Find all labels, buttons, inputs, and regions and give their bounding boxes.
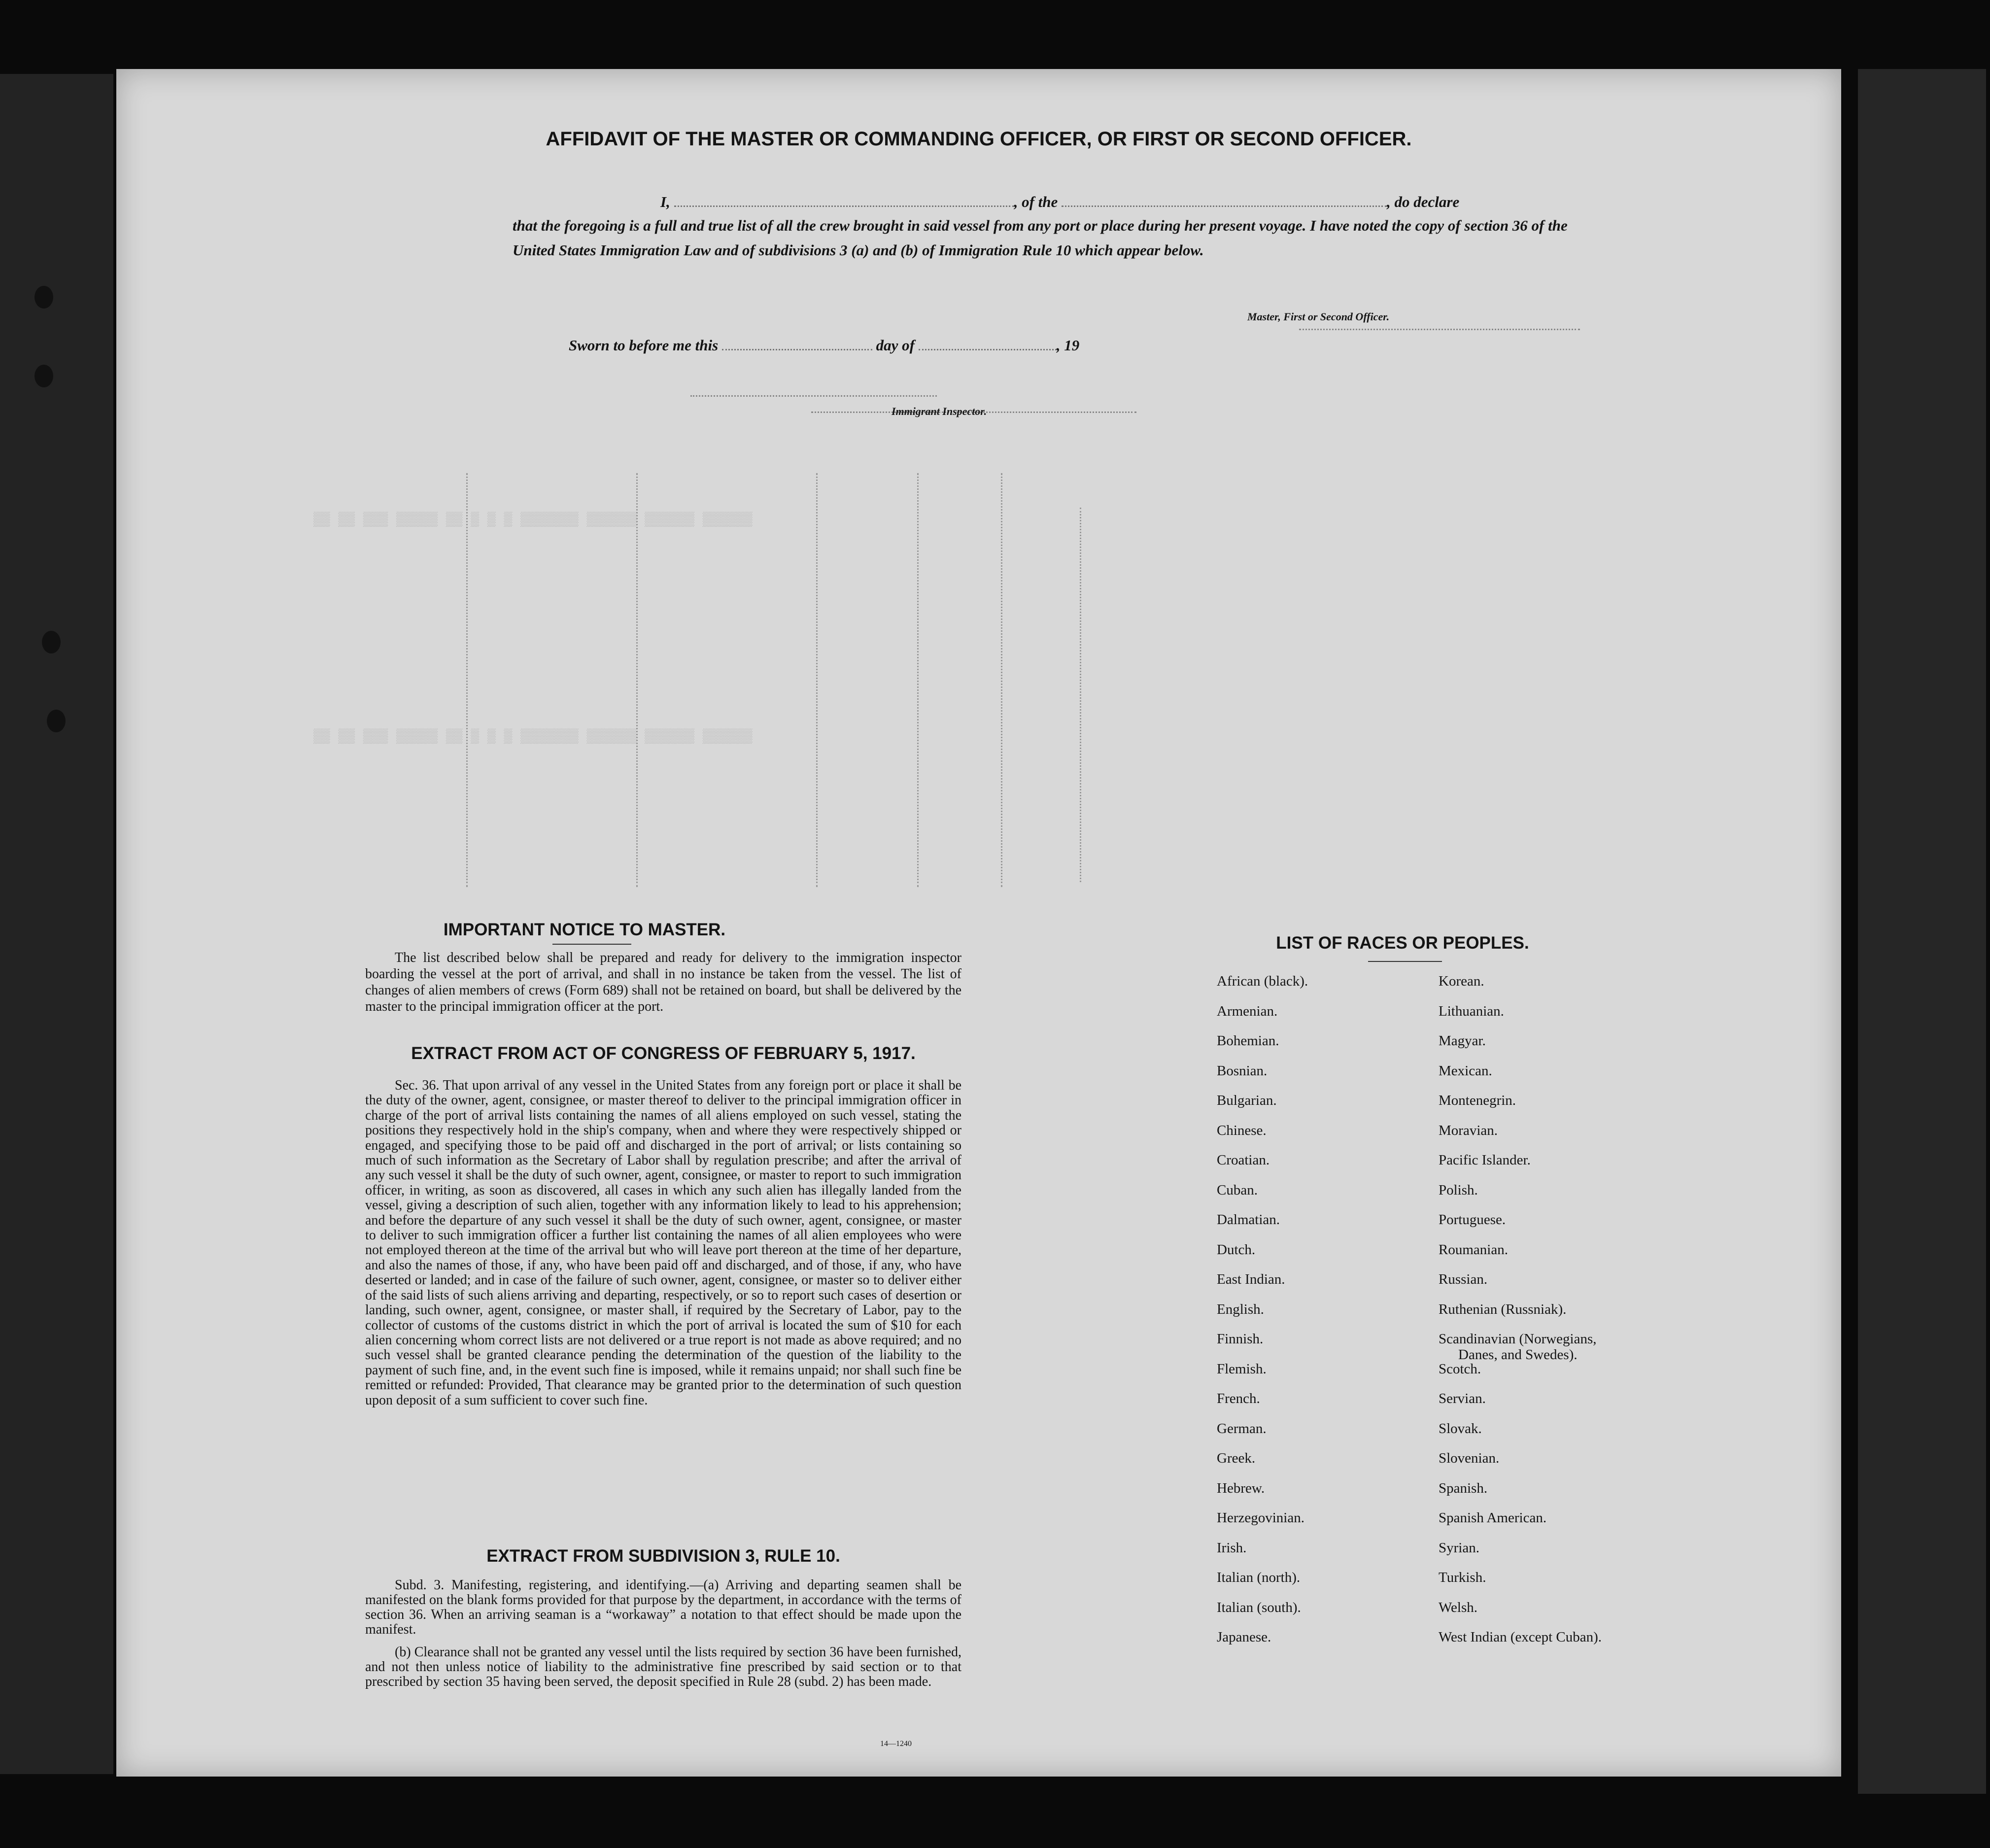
- race-item: African (black).: [1217, 973, 1308, 989]
- race-item: Bosnian.: [1217, 1062, 1268, 1079]
- race-item: German.: [1217, 1420, 1267, 1437]
- punch-hole: [34, 365, 53, 387]
- subdivision-3b-text: (b) Clearance shall not be granted any vessel until the lists required by section 36 have been furnished, and not then unless notice of liability to the administrative fine prescribed by said section or to that prescribed by section 35 having been served, the deposit specified in Rule 28 (subd. 2) has been made.: [365, 1644, 961, 1689]
- race-item: Chinese.: [1217, 1122, 1267, 1138]
- vessel-name-field[interactable]: [1062, 205, 1387, 207]
- race-item: Danes, and Swedes).: [1458, 1347, 1578, 1363]
- race-item: West Indian (except Cuban).: [1439, 1629, 1602, 1645]
- race-item: Scotch.: [1439, 1361, 1481, 1377]
- punch-hole: [34, 286, 53, 308]
- race-item: Ruthenian (Russniak).: [1439, 1301, 1567, 1317]
- race-item: Montenegrin.: [1439, 1093, 1516, 1108]
- race-item: Servian.: [1439, 1391, 1486, 1406]
- race-item: English.: [1217, 1301, 1264, 1317]
- declarant-name-field[interactable]: [674, 205, 1014, 207]
- bleed-through-text: ▒▒ ▒▒ ▒▒▒ ▒▒▒▒▒ ▒▒ ▒ ▒ ▒ ▒▒▒▒▒▒▒ ▒▒▒▒▒▒ ▒▒▒▒▒▒ ▒▒▒▒▒▒: [313, 729, 753, 745]
- races-rule: [1368, 961, 1442, 962]
- race-item: Korean.: [1439, 973, 1484, 989]
- inspector-signature-line[interactable]: [690, 395, 937, 397]
- race-item: Italian (south).: [1217, 1599, 1301, 1615]
- subdivision-3a-text: Subd. 3. Manifesting, registering, and identifying.—(a) Arriving and departing seamen shall be manifested on the blank forms provided for that purpose by the department, in accordance with the terms of section 36. When an arriving seaman is a “workaway” a notation to that effect should be made upon the manifest.: [365, 1577, 961, 1637]
- race-item: Roumanian.: [1439, 1241, 1508, 1258]
- race-item: Polish.: [1439, 1182, 1478, 1198]
- race-item: Pacific Islander.: [1439, 1152, 1531, 1168]
- notice-rule: [552, 944, 631, 945]
- extract-rule-title: EXTRACT FROM SUBDIVISION 3, RULE 10.: [486, 1546, 840, 1566]
- race-item: Slovenian.: [1439, 1450, 1500, 1466]
- affidavit-title: AFFIDAVIT OF THE MASTER OR COMMANDING OFFICER, OR FIRST OR SECOND OFFICER.: [546, 128, 1412, 150]
- race-item: Scandinavian (Norwegians,: [1439, 1331, 1597, 1347]
- race-item: Bulgarian.: [1217, 1093, 1277, 1108]
- year-label: , 19: [1056, 337, 1080, 354]
- punch-hole: [42, 631, 61, 653]
- race-item: Hebrew.: [1217, 1480, 1265, 1496]
- affidavit-body: that the foregoing is a full and true list of all the crew brought in said vessel from any port or place during her present voyage. I have noted the copy of section 36 of the United States Immigration Law and of subdivisions 3 (a) and (b) of Immigration Rule 10 which appear below.: [513, 217, 1568, 259]
- form-page: [116, 69, 1841, 1777]
- form-number: 14—1240: [880, 1740, 912, 1748]
- bleed-through-line: [1080, 508, 1081, 882]
- race-item: Finnish.: [1217, 1331, 1264, 1347]
- race-item: Portuguese.: [1439, 1212, 1506, 1228]
- declaration-line: [513, 193, 1459, 211]
- extract-act-title: EXTRACT FROM ACT OF CONGRESS OF FEBRUARY 5, 1917.: [411, 1044, 916, 1063]
- race-item: East Indian.: [1217, 1271, 1285, 1287]
- notice-text: The list described below shall be prepared and ready for delivery to the immigration inspector boarding the vessel at the port of arrival, and shall in no instance be taken from the vessel. The list of changes of alien members of crews (Form 689) shall not be retained on board, but shall be delivered by the master to the principal immigration officer at the port.: [365, 950, 961, 1014]
- race-item: Mexican.: [1439, 1062, 1492, 1079]
- race-item: Italian (north).: [1217, 1570, 1301, 1585]
- do-declare-label: , do declare: [1387, 193, 1460, 210]
- race-item: French.: [1217, 1391, 1260, 1406]
- race-item: Croatian.: [1217, 1152, 1270, 1168]
- race-item: Dutch.: [1217, 1241, 1256, 1258]
- inspector-label: Immigrant Inspector.: [892, 405, 987, 417]
- signature-line[interactable]: [1299, 329, 1580, 330]
- race-item: Lithuanian.: [1439, 1003, 1504, 1019]
- race-item: Moravian.: [1439, 1122, 1498, 1138]
- race-item: Magyar.: [1439, 1033, 1486, 1049]
- race-item: Japanese.: [1217, 1629, 1271, 1645]
- bleed-through-line: [636, 473, 638, 887]
- race-item: Welsh.: [1439, 1599, 1478, 1615]
- bleed-through-text: ▒▒ ▒▒ ▒▒▒ ▒▒▒▒▒ ▒▒ ▒ ▒ ▒ ▒▒▒▒▒▒▒ ▒▒▒▒▒▒ ▒▒▒▒▒▒ ▒▒▒▒▒▒: [313, 513, 753, 528]
- of-the-label: , of the: [1014, 193, 1058, 210]
- races-title: LIST OF RACES OR PEOPLES.: [1276, 933, 1529, 953]
- race-item: Greek.: [1217, 1450, 1256, 1466]
- race-item: Turkish.: [1439, 1570, 1486, 1585]
- sworn-prefix: Sworn to before me this: [569, 337, 719, 354]
- race-item: Cuban.: [1217, 1182, 1258, 1198]
- race-item: Flemish.: [1217, 1361, 1267, 1377]
- sworn-line: [569, 337, 1079, 354]
- race-item: Russian.: [1439, 1271, 1488, 1287]
- bleed-through-line: [917, 473, 919, 887]
- sworn-month-field[interactable]: [919, 349, 1057, 350]
- day-of-label: day of: [876, 337, 915, 354]
- race-item: Slovak.: [1439, 1420, 1482, 1437]
- race-item: Syrian.: [1439, 1540, 1479, 1556]
- bleed-through-line: [816, 473, 818, 887]
- notice-title: IMPORTANT NOTICE TO MASTER.: [443, 920, 726, 939]
- bleed-through-line: [466, 473, 468, 887]
- race-item: Armenian.: [1217, 1003, 1278, 1019]
- left-page-edge: [0, 74, 113, 1774]
- race-item: Spanish.: [1439, 1480, 1488, 1496]
- right-page-edge: [1858, 69, 1986, 1794]
- race-item: Herzegovinian.: [1217, 1510, 1304, 1526]
- race-item: Irish.: [1217, 1540, 1247, 1556]
- declarant-prefix: I,: [660, 193, 670, 210]
- section-36-text: Sec. 36. That upon arrival of any vessel in the United States from any foreign port or place it shall be the duty of the owner, agent, consignee, or master thereof to deliver to the principal immigration officer in charge of the port of arrival lists containing the names of all aliens employed on such vessel, stating the positions they respectively hold in the ship's company, when and where they were respectively shipped or engaged, and specifying those to be paid off and discharged in the port of arrival; or lists containing so much of such information as the Secretary of Labor shall by regulation prescribe; and after the arrival of any such vessel it shall be the duty of such owner, agent, consignee, or master to report to such immigration officer, in writing, as soon as discovered, all cases in which any such alien has illegally landed from the vessel, giving a description of such alien, together with any information likely to lead to his apprehension; and before the departure of any such vessel it shall be the duty of such owner, agent, consignee, or master to deliver to such immigration officer a further list containing the names of all alien employees who were not employed thereon at the time of the arrival but who will leave port thereon at the time of her departure, and also the names of those, if any, who have been paid off and discharged, and of those, if any, who have deserted or landed; and in case of the failure of such owner, agent, consignee, or master so to deliver either of the said lists of such aliens arriving and departing, respectively, or so to report such cases of desertion or landing, such owner, agent, consignee, or master shall, if required by the Secretary of Labor, pay to the collector of customs of the customs district in which the port of arrival is located the sum of $10 for each alien concerning whom correct lists are not delivered or a true report is not made as above required; and no such vessel shall be granted clearance pending the determination of the question of the liability to the payment of such fine, and, in the event such fine is imposed, while it remains unpaid; nor shall such fine be remitted or refunded: Provided, That clearance may be granted prior to the determination of such question upon deposit of a sum sufficient to cover such fine.: [365, 1078, 961, 1408]
- sworn-day-field[interactable]: [722, 349, 872, 350]
- race-item: Spanish American.: [1439, 1510, 1547, 1526]
- bleed-through-line: [1001, 473, 1002, 887]
- race-item: Bohemian.: [1217, 1033, 1279, 1049]
- punch-hole: [47, 710, 66, 732]
- signature-label: Master, First or Second Officer.: [1247, 310, 1390, 323]
- race-item: Dalmatian.: [1217, 1212, 1280, 1228]
